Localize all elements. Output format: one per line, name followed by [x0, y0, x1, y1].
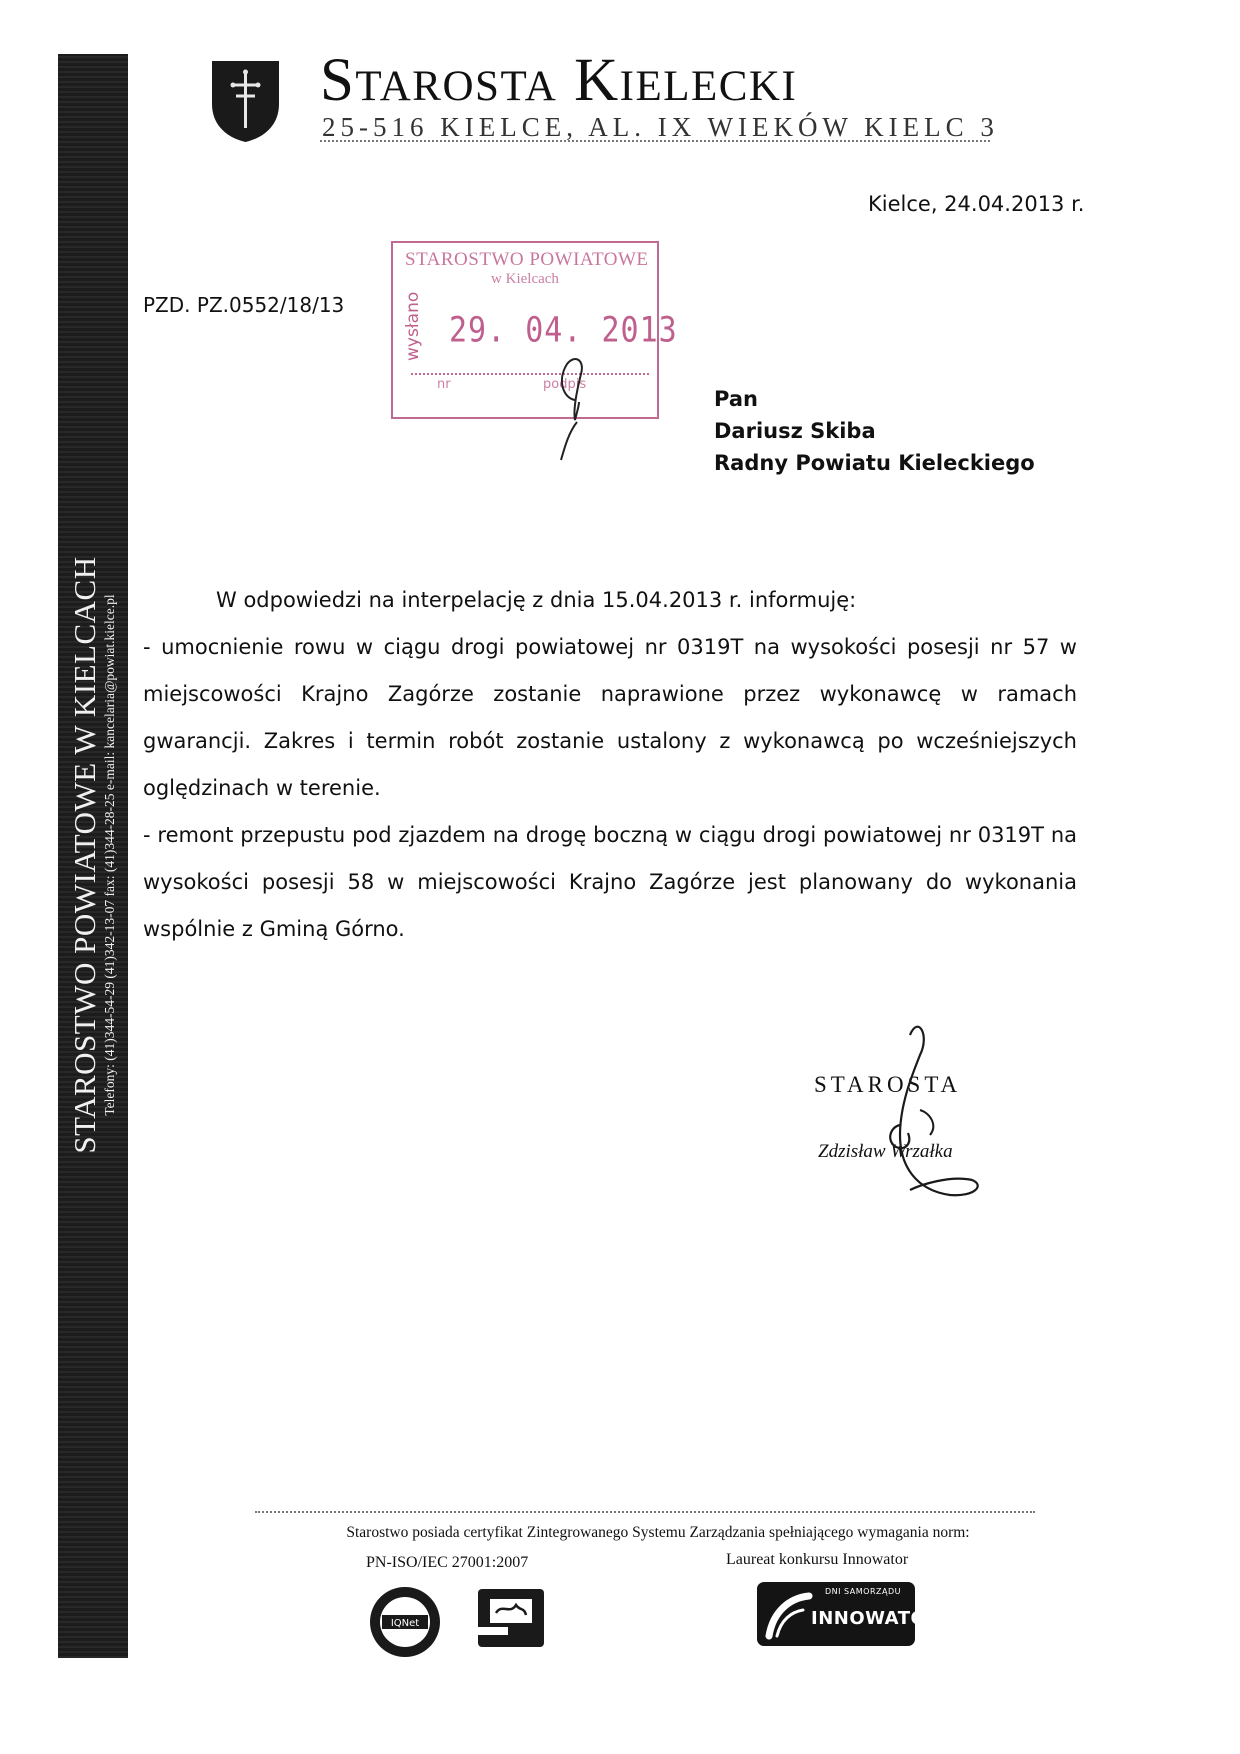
innowator-wordmark: INNOWATOR [811, 1608, 941, 1629]
footer-laureat: Laureat konkursu Innowator [726, 1551, 909, 1568]
stamp-sent-label: wysłano [403, 291, 423, 361]
reference-number: PZD. PZ.0552/18/13 [143, 293, 345, 317]
recipient-title: Radny Powiatu Kieleckiego [714, 451, 1035, 475]
stamp-nr-label: nr [437, 377, 451, 392]
footer-norm: PN-ISO/IEC 27001:2007 [366, 1554, 529, 1571]
innowator-logo [757, 1582, 941, 1646]
header-title: Starosta Kielecki [320, 47, 798, 114]
header-divider [320, 140, 990, 142]
signature-name: Zdzisław Wrzałka [818, 1141, 953, 1162]
signature-title: STAROSTA [814, 1072, 962, 1097]
footer-divider [255, 1511, 1035, 1513]
side-band-title: STAROSTWO POWIATOWE W KIELCACH [67, 556, 102, 1154]
handwritten-initial [545, 350, 605, 465]
letter-date: Kielce, 24.04.2013 r. [868, 192, 1085, 216]
handwritten-signature [860, 1015, 990, 1210]
body-item-2: - remont przepustu pod zjazdem na drogę boczną w ciągu drogi powiatowej nr 0319T na wysokości posesji 58 w miejscowości Krajno Zagórze jest planowany do wykonania wspólnie z Gminą Górno. [143, 823, 1077, 941]
header-address: 25-516 KIELCE, AL. IX WIEKÓW KIELC 3 [322, 112, 999, 142]
footer-certificate-text: Starostwo posiada certyfikat Zintegrowanego Systemu Zarządzania spełniającego wymagania norm: [346, 1524, 970, 1541]
side-band-text [68, 556, 118, 1153]
recipient-salutation: Pan [714, 387, 758, 411]
stamp-subtitle: w Kielcach [491, 271, 559, 287]
recipient-block [714, 383, 1035, 479]
innowator-small-label: DNI SAMORZĄDU [825, 1587, 901, 1596]
stamp-title: STAROSTWO POWIATOWE [405, 249, 649, 270]
letter-body [143, 577, 1077, 953]
side-band-contact: Telefony: (41)344-54-29 (41)342-13-07 fax: (41)344-28-25 e-mail: kancelaria@powiat.kielce.pl [102, 594, 117, 1116]
recipient-name: Dariusz Skiba [714, 419, 876, 443]
stamp-dotted-line [411, 373, 649, 375]
body-intro: W odpowiedzi na interpelację z dnia 15.04.2013 r. informuję: [216, 588, 857, 612]
iqnet-label: IQNet [390, 1618, 420, 1629]
received-stamp [391, 241, 678, 419]
stamp-signature-label: podpis [543, 377, 587, 392]
iqnet-certification-logo [368, 1585, 442, 1659]
body-item-1: - umocnienie rowu w ciągu drogi powiatowej nr 0319T na wysokości posesji nr 57 w miejscowości Krajno Zagórze zostanie naprawione przez wykonawcę w ramach gwarancji. Zakres i termin robót zostanie ustalony z wykonawcą po wcześniejszych oględzinach w terenie. [143, 635, 1077, 800]
innowator-arc-icon [763, 1590, 813, 1640]
certification-emblem-logo [476, 1585, 546, 1651]
stamp-date: 29. 04. 2013 [449, 310, 678, 351]
crest-icon [208, 58, 283, 144]
